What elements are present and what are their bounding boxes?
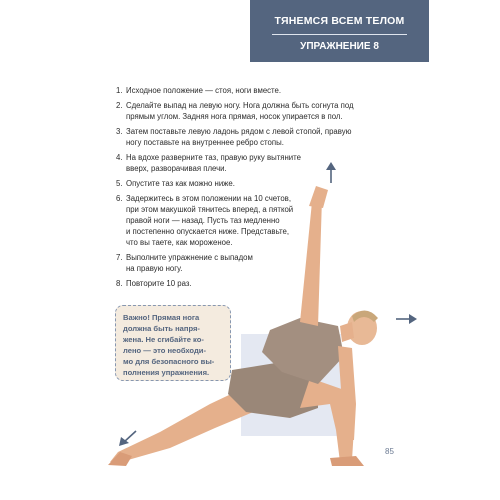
step-text: Исходное положение — стоя, ноги вместе. (126, 86, 282, 95)
step-text: и постепенно опускается ниже. Представьте, (126, 227, 290, 236)
step-text: Выполните упражнение с выпадом (126, 253, 253, 262)
step-text: ногу поставьте на внутреннее ребро стопы. (126, 138, 284, 147)
arrow-down-left-icon (119, 431, 136, 446)
step-item (116, 193, 396, 248)
page-number: 85 (385, 447, 394, 456)
step-text: прямым углом. Задняя нога прямая, носок упирается в пол. (126, 112, 343, 121)
step-text: при этом макушкой тянитесь вперед, а пяткой (126, 205, 294, 214)
steps-list (116, 85, 396, 289)
step-text: На вдохе разверните таз, правую руку вытяните (126, 153, 301, 162)
step-item (116, 152, 396, 174)
step-text: вверх, разворачивая плечи. (126, 164, 227, 173)
step-text: на правую ногу. (126, 264, 183, 273)
step-number: 4. (116, 153, 123, 162)
step-text: Затем поставьте левую ладонь рядом с левой стопой, правую (126, 127, 352, 136)
step-text: Опустите таз как можно ниже. (126, 179, 235, 188)
exercise-number: УПРАЖНЕНИЕ 8 (300, 41, 379, 52)
step-number: 2. (116, 101, 123, 110)
important-note (115, 305, 231, 381)
step-number: 3. (116, 127, 123, 136)
step-number: 8. (116, 279, 123, 288)
note-line: Важно! Прямая нога (123, 313, 200, 322)
note-line: лено — это необходи- (123, 346, 206, 355)
step-text: Задержитесь в этом положении на 10 счетов, (126, 194, 291, 203)
step-text: что вы таете, как мороженое. (126, 238, 233, 247)
step-number: 7. (116, 253, 123, 262)
note-line: жена. Не сгибайте ко- (123, 335, 204, 344)
front-foot (330, 456, 364, 466)
step-item (116, 85, 396, 96)
page-title: ТЯНЕМСЯ ВСЕМ ТЕЛОМ (274, 15, 405, 27)
step-item (116, 278, 396, 289)
note-line: полнения упражнения. (123, 368, 210, 377)
arrow-right-icon (396, 314, 417, 324)
step-number: 5. (116, 179, 123, 188)
step-text: правой ноги — назад. Пусть таз медленно (126, 216, 280, 225)
step-text: Повторите 10 раз. (126, 279, 192, 288)
step-number: 6. (116, 194, 123, 203)
note-line: должна быть напря- (123, 324, 200, 333)
step-item (116, 252, 396, 274)
step-item (116, 178, 396, 189)
step-item (116, 126, 396, 148)
step-number: 1. (116, 86, 123, 95)
step-text: Сделайте выпад на левую ногу. Нога должна быть согнута под (126, 101, 354, 110)
note-line: мо для безопасного вы- (123, 357, 215, 366)
step-item (116, 100, 396, 122)
